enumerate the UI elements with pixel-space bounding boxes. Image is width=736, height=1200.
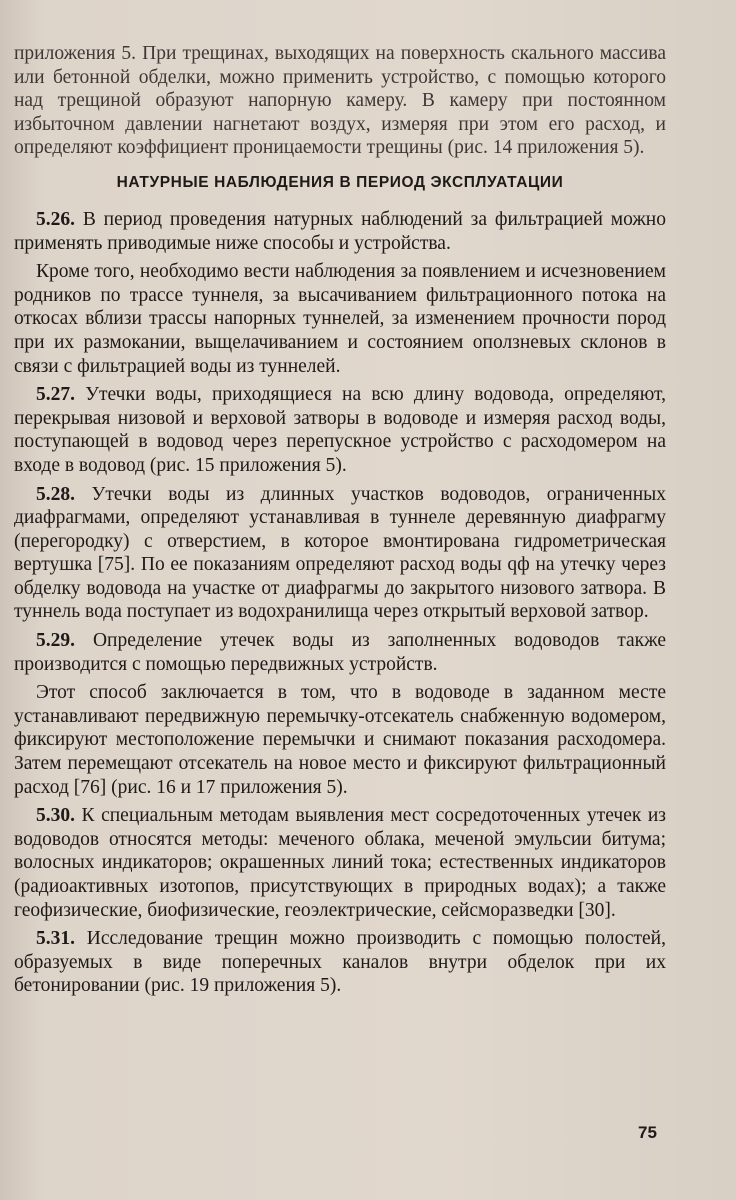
paragraph-5-30: [14, 804, 666, 922]
page-body: [14, 42, 666, 998]
paragraph-5-26: [14, 208, 666, 255]
page-number: 75: [638, 1123, 657, 1142]
paragraph-text: Исследование трещин можно производить с помощью полостей, образуемых в виде поперечных каналов внутри обделок при их бетонировании (рис. 19 приложения 5).: [14, 928, 666, 997]
section-heading: НАТУРНЫЕ НАБЛЮДЕНИЯ В ПЕРИОД ЭКСПЛУАТАЦИИ: [116, 173, 564, 191]
paragraph-text: В период проведения натурных наблюдений за фильтрацией можно применять приводимые ниже способы и устройства.: [14, 208, 666, 254]
paragraph-text: Кроме того, необходимо вести наблюдения за появлением и исчезновением родников по трассе туннеля, за высачиванием фильтрационного потока на откосах вблизи трассы напорных туннелей, за изменением прочности пород при их размокании, выщелачиванием и состоянием оползневых склонов в связи с фильтрацией воды из туннелей.: [14, 261, 666, 377]
paragraph-text: Утечки воды, приходящиеся на всю длину водовода, определяют, перекрывая низовой и верховой затворы в водоводе и измеряя расход воды, поступающей в водовод через перепускное устройство с расходомером на входе в водовод (рис. 15 приложения 5).: [14, 384, 666, 476]
paragraph-number: 5.29.: [36, 630, 75, 652]
paragraph-number: 5.27.: [36, 384, 75, 406]
paragraph-text: Определение утечек воды из заполненных водоводов также производится с помощью передвижных устройств.: [14, 630, 666, 675]
paragraph-5-31: [14, 927, 666, 998]
paragraph-5-27: [14, 383, 666, 477]
paragraph-text: Утечки воды из длинных участков водоводов, ограниченных диафрагмами, определяют устанавливая в туннеле деревянную диафрагму (перегородку) с отверстием, в которое вмонтирована гидрометрическая вертушка [75]. По ее показаниям определяют расход воды qф на утечку через обделку водовода на участке от диафрагмы до закрытого низового затвора. В туннель вода поступает из водохранилища через открытый верховой затвор.: [14, 483, 666, 623]
paragraph-number: 5.26.: [36, 208, 75, 230]
paragraph-text: К специальным методам выявления мест сосредоточенных утечек из водоводов относятся методы: меченого облака, меченой эмульсии битума; волосных индикаторов; окрашенных линий тока; естественных индикаторов (радиоактивных изотопов, присутствующих в природных водах); а также геофизические, биофизические, геоэлектрические, сейсморазведки [30].: [14, 805, 666, 921]
paragraph-5-29: [14, 629, 666, 676]
paragraph-5-29-continued: [14, 681, 666, 799]
paragraph-5-28: [14, 483, 666, 625]
paragraph-number: 5.28.: [36, 483, 75, 505]
paragraph-number: 5.31.: [36, 928, 75, 950]
intro-paragraph: [14, 42, 666, 160]
intro-text: приложения 5. При трещинах, выходящих на поверхность скального массива или бетонной обделки, можно применить устройство, с помощью которого над трещиной образуют напорную камеру. В камеру при постоянном избыточном давлении нагнетают воздух, измеряя при этом его расход, и определяют коэффициент проницаемости трещины (рис. 14 приложения 5).: [14, 43, 666, 159]
paragraph-text: Этот способ заключается в том, что в водоводе в заданном месте устанавливают передвижную перемычку-отсекатель снабженную водомером, фиксируют местоположение перемычки и снимают показания расходомера. Затем перемещают отсекатель на новое место и фиксируют фильтрационный расход [76] (рис. 16 и 17 приложения 5).: [14, 682, 666, 798]
paragraph-5-26-continued: [14, 260, 666, 378]
paragraph-number: 5.30.: [36, 805, 75, 827]
